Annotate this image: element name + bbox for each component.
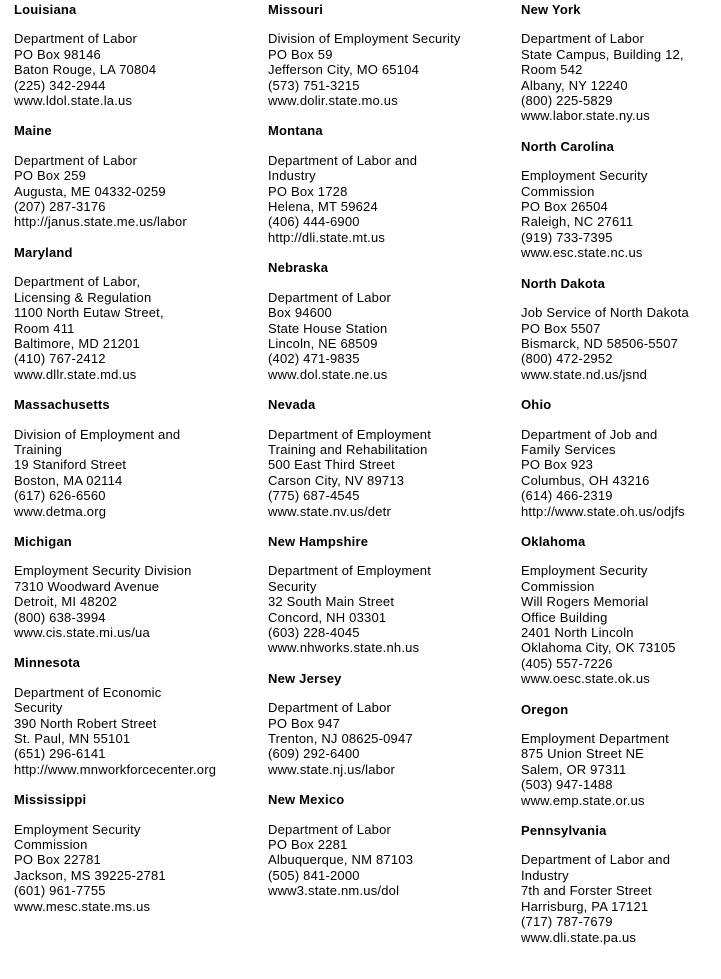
address-line: Department of Job and — [521, 426, 658, 442]
state-entry — [521, 2, 721, 124]
state-entry — [14, 397, 264, 519]
address-line: Department of Labor — [521, 31, 645, 47]
state-heading: Oregon — [521, 701, 569, 717]
address-line: Will Rogers Memorial — [521, 594, 649, 610]
address-line: Employment Department — [521, 731, 669, 747]
address-line: 7310 Woodward Avenue — [14, 578, 160, 594]
address-line: Industry — [268, 168, 316, 184]
address-line: Detroit, MI 48202 — [14, 594, 118, 610]
directory-column-right — [521, 2, 721, 960]
address-line: Raleigh, NC 27611 — [521, 214, 634, 230]
state-heading: Missouri — [268, 2, 324, 17]
state-entry — [14, 534, 264, 640]
address-line: 875 Union Street NE — [521, 746, 645, 762]
website-url: www.dllr.state.md.us — [14, 366, 137, 382]
phone-number: (225) 342-2944 — [14, 77, 106, 93]
state-entry — [14, 123, 264, 229]
address-line: PO Box 22781 — [14, 852, 101, 868]
state-heading: Nebraska — [268, 260, 329, 276]
state-heading: Mississippi — [14, 792, 87, 808]
state-heading: Ohio — [521, 397, 552, 413]
address-line: Helena, MT 59624 — [268, 199, 378, 215]
address-line: 7th and Forster Street — [521, 883, 652, 899]
address-line: Division of Employment and — [14, 426, 181, 442]
address-line: Employment Security — [521, 563, 648, 579]
phone-number: (207) 287-3176 — [14, 199, 106, 215]
address-line: Security — [14, 700, 63, 716]
address-line: Albany, NY 12240 — [521, 77, 628, 93]
address-line: Boston, MA 02114 — [14, 472, 123, 488]
address-line: Division of Employment Security — [268, 31, 461, 47]
state-entry — [14, 2, 264, 108]
phone-number: (601) 961-7755 — [14, 883, 106, 899]
address-line: Baton Rouge, LA 70804 — [14, 62, 157, 78]
website-url: www.labor.state.ny.us — [521, 108, 650, 124]
website-url: www.detma.org — [14, 503, 107, 519]
website-url: www.emp.state.or.us — [521, 792, 645, 808]
state-heading: New Hampshire — [268, 533, 369, 549]
address-line: Training and Rehabilitation — [268, 441, 428, 457]
state-entry — [268, 397, 518, 519]
address-line: PO Box 26504 — [521, 199, 608, 215]
address-line: Harrisburg, PA 17121 — [521, 898, 649, 914]
address-line: PO Box 98146 — [14, 46, 101, 62]
address-line: PO Box 947 — [268, 715, 341, 731]
phone-number: (405) 557-7226 — [521, 655, 613, 671]
state-heading: Oklahoma — [521, 533, 586, 549]
address-line: Jackson, MS 39225-2781 — [14, 867, 166, 883]
address-line: Employment Security — [14, 821, 141, 837]
address-line: Room 411 — [14, 320, 75, 336]
website-url: www.dolir.state.mo.us — [268, 93, 398, 109]
address-line: Department of Labor — [14, 31, 138, 47]
address-line: Job Service of North Dakota — [521, 305, 689, 321]
address-line: Department of Labor and — [268, 152, 418, 168]
address-line: 390 North Robert Street — [14, 715, 157, 731]
phone-number: (800) 225-5829 — [521, 93, 613, 109]
phone-number: (573) 751-3215 — [268, 77, 360, 93]
address-line: 500 East Third Street — [268, 457, 395, 473]
website-url: www.cis.state.mi.us/ua — [14, 625, 150, 640]
address-line: Department of Labor — [268, 289, 392, 305]
address-line: Room 542 — [521, 62, 583, 78]
address-line: Department of Labor — [268, 700, 392, 716]
state-entry — [14, 792, 264, 914]
directory-column-left — [14, 2, 264, 929]
address-line: Department of Labor — [14, 152, 138, 168]
address-line: PO Box 59 — [268, 46, 333, 62]
state-entry — [521, 823, 721, 945]
phone-number: (617) 626-6560 — [14, 488, 106, 504]
state-heading: New Jersey — [268, 670, 342, 686]
address-line: 32 South Main Street — [268, 594, 395, 610]
website-url: www.dol.state.ne.us — [268, 366, 388, 382]
state-entry — [268, 671, 518, 777]
address-line: Lincoln, NE 68509 — [268, 335, 378, 351]
phone-number: (402) 471-9835 — [268, 351, 360, 367]
state-heading: New Mexico — [268, 792, 345, 808]
address-line: Concord, NH 03301 — [268, 609, 387, 625]
state-heading: Massachusetts — [14, 397, 110, 413]
website-url: www.oesc.state.ok.us — [521, 671, 650, 687]
address-line: Office Building — [521, 609, 608, 625]
address-line: Department of Labor — [268, 821, 392, 837]
phone-number: (609) 292-6400 — [268, 746, 360, 762]
phone-number: (614) 466-2319 — [521, 488, 613, 504]
website-url: http://dli.state.mt.us — [268, 229, 386, 245]
website-url: www.mesc.state.ms.us — [14, 898, 151, 914]
address-line: Box 94600 — [268, 305, 332, 321]
state-entry — [521, 139, 721, 261]
website-url: www.state.nv.us/detr — [268, 503, 391, 519]
address-line: PO Box 2281 — [268, 837, 348, 853]
state-heading: Louisiana — [14, 2, 77, 17]
address-line: State House Station — [268, 320, 388, 336]
address-line: Oklahoma City, OK 73105 — [521, 640, 676, 656]
state-heading: New York — [521, 2, 581, 17]
address-line: Commission — [521, 578, 595, 594]
state-heading: Michigan — [14, 533, 72, 549]
address-line: State Campus, Building 12, — [521, 46, 684, 62]
address-line: Salem, OR 97311 — [521, 761, 627, 777]
website-url: www.nhworks.state.nh.us — [268, 640, 420, 656]
address-line: Commission — [14, 837, 88, 853]
address-line: Bismarck, ND 58506-5507 — [521, 335, 679, 351]
address-line: Department of Employment — [268, 426, 432, 442]
state-heading: Maryland — [14, 244, 73, 260]
address-line: Commission — [521, 183, 595, 199]
state-entry — [268, 792, 518, 898]
address-line: Carson City, NV 89713 — [268, 472, 405, 488]
website-url: www.state.nj.us/labor — [268, 761, 396, 777]
state-heading: Montana — [268, 123, 323, 139]
phone-number: (800) 472-2952 — [521, 351, 613, 367]
phone-number: (603) 228-4045 — [268, 625, 360, 640]
address-line: Department of Labor and — [521, 852, 671, 868]
address-line: 2401 North Lincoln — [521, 625, 634, 640]
phone-number: (717) 787-7679 — [521, 914, 613, 930]
directory-column-middle — [268, 2, 518, 914]
state-heading: Minnesota — [14, 655, 81, 671]
state-entry — [14, 655, 264, 777]
state-heading: North Carolina — [521, 138, 615, 154]
website-url: www.dli.state.pa.us — [521, 929, 637, 945]
address-line: Department of Labor, — [14, 274, 141, 290]
address-line: PO Box 259 — [14, 168, 87, 184]
state-entry — [268, 534, 518, 656]
state-heading: Nevada — [268, 397, 316, 413]
phone-number: (406) 444-6900 — [268, 214, 360, 230]
state-entry — [268, 2, 518, 108]
state-entry — [521, 276, 721, 382]
address-line: Jefferson City, MO 65104 — [268, 62, 419, 78]
state-entry — [521, 534, 721, 687]
address-line: Training — [14, 441, 63, 457]
website-url: www.state.nd.us/jsnd — [521, 366, 648, 382]
phone-number: (800) 638-3994 — [14, 609, 106, 625]
state-entry — [14, 245, 264, 382]
phone-number: (410) 767-2412 — [14, 351, 106, 367]
address-line: 19 Staniford Street — [14, 457, 127, 473]
address-line: PO Box 923 — [521, 457, 594, 473]
address-line: Department of Employment — [268, 563, 432, 579]
address-line: Baltimore, MD 21201 — [14, 335, 140, 351]
website-url: www3.state.nm.us/dol — [268, 883, 400, 899]
phone-number: (505) 841-2000 — [268, 867, 360, 883]
address-line: Licensing & Regulation — [14, 289, 152, 305]
address-line: 1100 North Eutaw Street, — [14, 305, 164, 321]
state-entry — [521, 397, 721, 519]
state-entry — [268, 123, 518, 245]
phone-number: (775) 687-4545 — [268, 488, 360, 504]
state-entry — [521, 702, 721, 808]
state-heading: Maine — [14, 123, 52, 139]
address-line: Albuquerque, NM 87103 — [268, 852, 414, 868]
address-line: Employment Security — [521, 168, 648, 184]
website-url: www.esc.state.nc.us — [521, 245, 643, 261]
address-line: PO Box 1728 — [268, 183, 348, 199]
website-url: http://www.mnworkforcecenter.org — [14, 761, 217, 777]
address-line: Employment Security Division — [14, 563, 192, 579]
address-line: PO Box 5507 — [521, 320, 601, 336]
state-entry — [268, 260, 518, 382]
phone-number: (503) 947-1488 — [521, 777, 613, 793]
phone-number: (651) 296-6141 — [14, 746, 106, 762]
state-heading: Pennsylvania — [521, 823, 607, 839]
phone-number: (919) 733-7395 — [521, 229, 613, 245]
address-line: Columbus, OH 43216 — [521, 472, 650, 488]
address-line: Industry — [521, 867, 569, 883]
address-line: Security — [268, 578, 317, 594]
address-line: Department of Economic — [14, 684, 162, 700]
state-heading: North Dakota — [521, 275, 606, 291]
website-url: www.ldol.state.la.us — [14, 93, 133, 109]
website-url: http://janus.state.me.us/labor — [14, 214, 187, 230]
website-url: http://www.state.oh.us/odjfs — [521, 503, 685, 519]
address-line: Augusta, ME 04332-0259 — [14, 183, 166, 199]
address-line: St. Paul, MN 55101 — [14, 731, 131, 747]
address-line: Family Services — [521, 441, 616, 457]
address-line: Trenton, NJ 08625-0947 — [268, 731, 413, 747]
